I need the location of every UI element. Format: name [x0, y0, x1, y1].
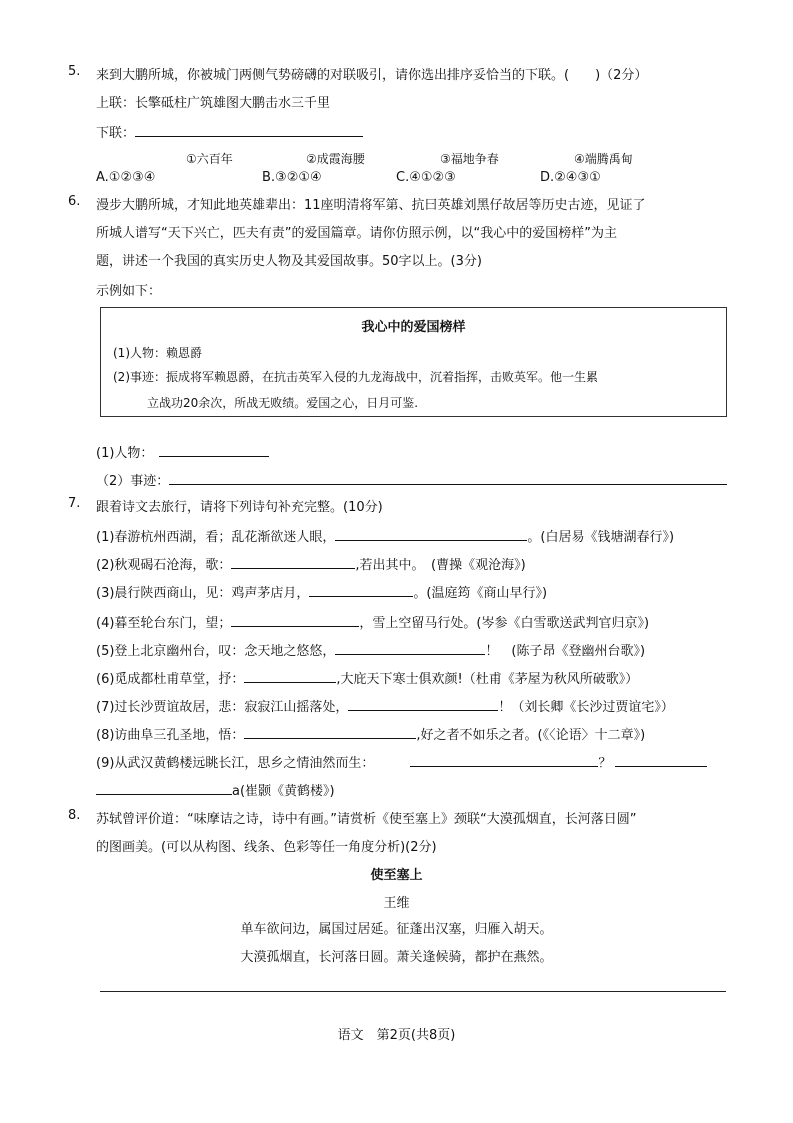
q7-item-1-before: (1)春游杭州西湖，看；乱花渐欲迷人眼， [96, 530, 336, 545]
q5-upper-couplet: 上联：长擎砥柱广筑雄图大鹏击水三千里 [96, 96, 331, 111]
q6-answer-person-line[interactable] [159, 442, 269, 457]
q7-item-8-after: ,好之者不如乐之者。(《〈论语〉十二章》) [416, 728, 646, 743]
q7-item-6-after: ,大庇天下寒士俱欢颜!（杜甫《茅屋为秋风所破歌》） [336, 672, 639, 687]
q7-item-9-blank-2[interactable] [615, 752, 707, 767]
q7-item-7 [96, 696, 674, 715]
q7-item-9-blank-1[interactable] [410, 752, 598, 767]
q5-stem: 来到大鹏所城，你被城门两侧气势磅礴的对联吸引，请你选出排序妥恰当的下联。( )（2分） [96, 68, 648, 83]
q5-phrase-3: ③福地争春 [440, 152, 499, 166]
q7-item-3-after: 。(温庭筠《商山早行》) [413, 586, 548, 601]
q7-item-2-after: ,若出其中。 (曹操《观沧海》) [355, 558, 526, 573]
q8-stem-line1: 苏轼曾评价道：“味摩诘之诗，诗中有画。”请赏析《使至塞上》颈联“大漠孤烟直，长河落日圆” [96, 812, 637, 827]
q5-option-d[interactable]: D.②④③① [540, 170, 601, 185]
q7-item-5-after: ！ (陈子昂《登幽州台歌》) [485, 644, 646, 659]
q7-item-1 [96, 526, 674, 545]
q6-answer-deed-label: （2）事迹： [96, 474, 170, 489]
q8-poem-line2: 大漠孤烟直，长河落日圆。萧关逢候骑，都护在燕然。 [240, 950, 553, 965]
q7-item-4 [96, 612, 649, 631]
q5-option-c[interactable]: C.④①②③ [396, 170, 456, 185]
q8-poem-line1: 单车欲问边，属国过居延。征蓬出汉塞，归雁入胡天。 [240, 922, 553, 937]
q6-answer-deed-line[interactable] [169, 470, 727, 485]
q7-item-4-before: (4)暮至轮台东门，望； [96, 616, 232, 631]
q7-item-8-blank[interactable] [244, 724, 416, 739]
q7-item-6-blank[interactable] [244, 668, 336, 683]
q7-item-9-tail: a(崔颢《黄鹤楼》) [232, 784, 335, 799]
q6-example-person: (1)人物：赖恩爵 [113, 346, 202, 360]
q8-number: 8. [68, 808, 81, 823]
q8-stem-line2: 的图画美。(可以从构图、线条、色彩等任一角度分析)(2分) [96, 840, 437, 855]
q5-lower-couplet-row [96, 122, 363, 141]
q7-item-2-blank[interactable] [231, 554, 355, 569]
q8-poem-title: 使至塞上 [370, 868, 423, 883]
q6-stem-line3: 题，讲述一个我国的真实历史人物及其爱国故事。50字以上。(3分) [96, 254, 482, 269]
q7-item-6 [96, 668, 638, 687]
q5-phrase-4: ④端腾禹甸 [574, 152, 633, 166]
q6-example-box [100, 307, 727, 417]
q6-number: 6. [68, 194, 81, 209]
q7-item-4-blank[interactable] [231, 612, 359, 627]
q7-item-9 [96, 752, 707, 771]
q7-item-9-before: (9)从武汉黄鹤楼远眺长江，思乡之情油然而生： [96, 756, 375, 771]
q7-item-5-blank[interactable] [335, 640, 485, 655]
q6-example-intro: 示例如下： [96, 284, 162, 299]
q7-item-9-tail-row [96, 780, 335, 799]
q5-answer-line[interactable] [135, 122, 363, 137]
q6-example-deed-line1: (2)事迹：振成将军赖恩爵，在抗击英军入侵的九龙海战中，沉着指挥，击败英军。他一生累 [113, 370, 599, 384]
q5-option-a[interactable]: A.①②③④ [96, 170, 156, 185]
q6-stem-line2: 所城人谱写“天下兴亡，匹夫有责”的爱国篇章。请你仿照示例，以“我心中的爱国榜样”为主 [96, 226, 617, 241]
q7-item-3 [96, 582, 547, 601]
q7-item-5 [96, 640, 645, 659]
q6-answer-deed-row [96, 470, 727, 489]
q5-option-b[interactable]: B.③②①④ [262, 170, 322, 185]
q7-item-7-before: (7)过长沙贾谊故居，悲：寂寂江山摇落处， [96, 700, 349, 715]
q6-example-deed-line2: 立战功20余次，所战无败绩。爱国之心，日月可鉴. [147, 396, 419, 410]
q7-item-7-blank[interactable] [348, 696, 498, 711]
q7-item-5-before: (5)登上北京幽州台，叹：念天地之悠悠， [96, 644, 336, 659]
q6-answer-person-row [96, 442, 269, 461]
q7-item-1-after: 。(白居易《钱塘湖春行》) [527, 530, 675, 545]
q7-stem: 跟着诗文去旅行，请将下列诗句补充完整。(10分) [96, 500, 383, 515]
q8-poem-author: 王维 [383, 896, 410, 911]
q7-item-1-blank[interactable] [335, 526, 527, 541]
q6-example-title: 我心中的爱国榜样 [361, 320, 466, 335]
q7-item-2 [96, 554, 526, 573]
page-footer: 语文 第2页(共8页) [337, 1028, 456, 1043]
q6-answer-person-label: (1)人物： [96, 446, 154, 461]
q7-item-8 [96, 724, 645, 743]
q6-stem-line1: 漫步大鹏所城，才知此地英雄辈出：11座明清将军第、抗曰英雄刘黑仔故居等历史古迹，见证了 [96, 198, 646, 213]
q5-phrase-1: ①六百年 [186, 152, 233, 166]
q5-lower-label: 下联： [96, 126, 136, 141]
q7-number: 7. [68, 496, 81, 511]
q7-item-6-before: (6)觅成都杜甫草堂，抒： [96, 672, 245, 687]
q7-item-3-before: (3)晨行陕西商山，见：鸡声茅店月， [96, 586, 310, 601]
q7-item-8-before: (8)访曲阜三孔圣地，悟： [96, 728, 245, 743]
q5-phrase-2: ②成霞海腰 [306, 152, 365, 166]
q7-item-4-after: ，雪上空留马行处。(岑参《白雪歌送武判官归京》) [359, 616, 650, 631]
q7-item-7-after: ！（刘长卿《长沙过贾谊宅》） [498, 700, 674, 715]
q7-item-9-blank-3[interactable] [96, 780, 232, 795]
footer-divider [100, 991, 726, 992]
q7-item-3-blank[interactable] [309, 582, 413, 597]
q7-item-2-before: (2)秋观碣石沧海，歌： [96, 558, 232, 573]
q5-number: 5. [68, 64, 81, 79]
q7-item-9-after: ？ [598, 756, 612, 771]
